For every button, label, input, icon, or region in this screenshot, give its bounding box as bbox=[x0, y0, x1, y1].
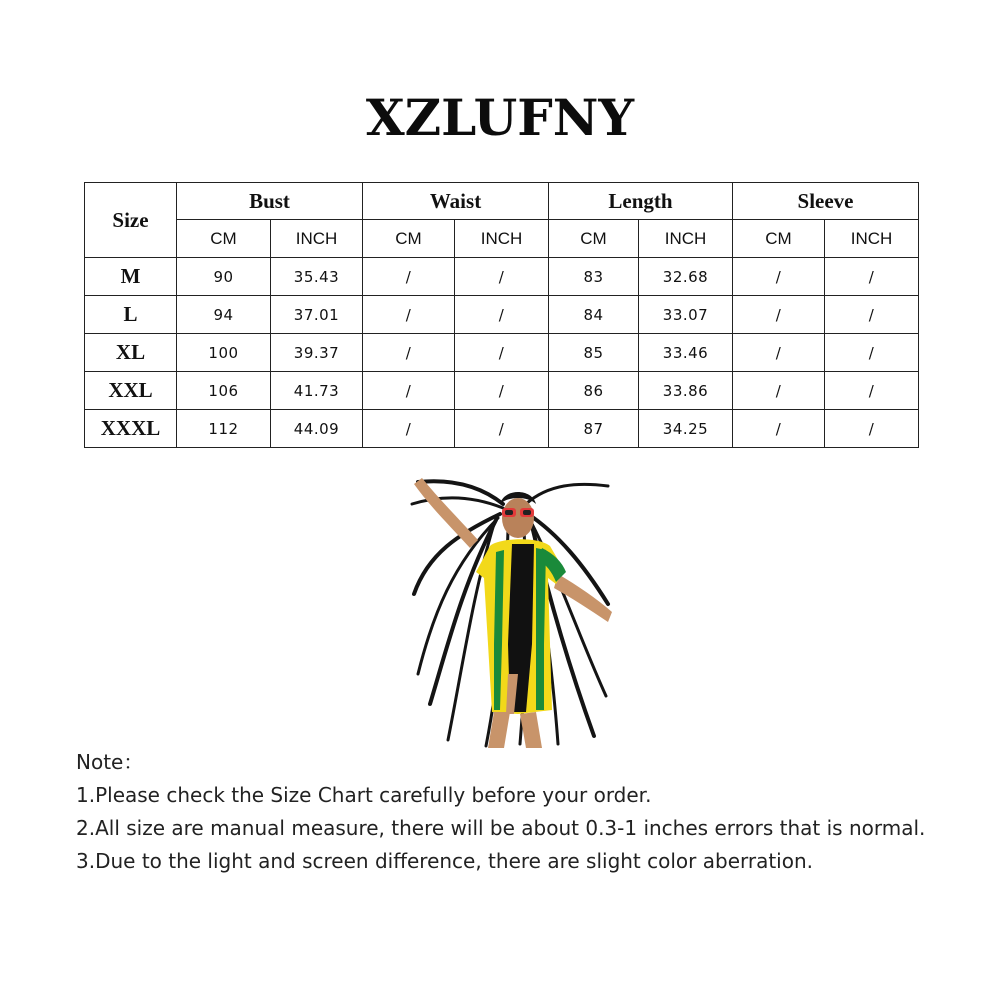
table-cell: / bbox=[825, 372, 919, 410]
table-cell: / bbox=[363, 296, 455, 334]
unit-header: INCH bbox=[455, 220, 549, 258]
group-header-waist: Waist bbox=[363, 183, 549, 220]
table-cell: 32.68 bbox=[639, 258, 733, 296]
table-cell: / bbox=[363, 334, 455, 372]
table-cell: 100 bbox=[177, 334, 271, 372]
unit-header: CM bbox=[733, 220, 825, 258]
table-cell: 85 bbox=[549, 334, 639, 372]
table-cell: / bbox=[733, 372, 825, 410]
size-label: M bbox=[85, 258, 177, 296]
table-cell: / bbox=[825, 410, 919, 448]
unit-header: INCH bbox=[271, 220, 363, 258]
group-header-length: Length bbox=[549, 183, 733, 220]
table-cell: 84 bbox=[549, 296, 639, 334]
table-cell: / bbox=[733, 296, 825, 334]
table-cell: / bbox=[363, 258, 455, 296]
table-cell: / bbox=[455, 296, 549, 334]
note-line-2: 2.All size are manual measure, there will be about 0.3-1 inches errors that is normal. bbox=[76, 816, 926, 840]
size-chart-table bbox=[84, 182, 919, 448]
group-header-bust: Bust bbox=[177, 183, 363, 220]
note-title: Note： bbox=[76, 750, 144, 774]
group-header-sleeve: Sleeve bbox=[733, 183, 919, 220]
table-row bbox=[85, 258, 919, 296]
table-cell: 112 bbox=[177, 410, 271, 448]
note-line-3: 3.Due to the light and screen difference, there are slight color aberration. bbox=[76, 849, 814, 873]
table-cell: / bbox=[455, 410, 549, 448]
table-cell: 33.07 bbox=[639, 296, 733, 334]
table-cell: 41.73 bbox=[271, 372, 363, 410]
table-cell: / bbox=[825, 296, 919, 334]
table-row bbox=[85, 334, 919, 372]
table-cell: / bbox=[733, 258, 825, 296]
unit-header: CM bbox=[549, 220, 639, 258]
product-model-photo bbox=[408, 474, 613, 748]
table-cell: 33.86 bbox=[639, 372, 733, 410]
table-cell: 87 bbox=[549, 410, 639, 448]
size-label: XXXL bbox=[85, 410, 177, 448]
table-row bbox=[85, 296, 919, 334]
table-cell: / bbox=[363, 372, 455, 410]
table-cell: 34.25 bbox=[639, 410, 733, 448]
notes-section bbox=[76, 746, 936, 878]
table-cell: 106 bbox=[177, 372, 271, 410]
table-cell: 44.09 bbox=[271, 410, 363, 448]
table-cell: 33.46 bbox=[639, 334, 733, 372]
table-row bbox=[85, 410, 919, 448]
table-cell: / bbox=[455, 258, 549, 296]
brand-title: XZLUFNY bbox=[365, 88, 635, 147]
unit-header: INCH bbox=[825, 220, 919, 258]
unit-header: INCH bbox=[639, 220, 733, 258]
table-cell: / bbox=[455, 334, 549, 372]
size-label: XL bbox=[85, 334, 177, 372]
table-cell: / bbox=[825, 258, 919, 296]
unit-header: CM bbox=[363, 220, 455, 258]
table-cell: 37.01 bbox=[271, 296, 363, 334]
size-label: L bbox=[85, 296, 177, 334]
table-cell: / bbox=[733, 334, 825, 372]
table-cell: / bbox=[825, 334, 919, 372]
table-cell: / bbox=[455, 372, 549, 410]
size-column-header: Size bbox=[85, 183, 177, 258]
unit-header: CM bbox=[177, 220, 271, 258]
note-line-1: 1.Please check the Size Chart carefully before your order. bbox=[76, 783, 652, 807]
table-cell: 83 bbox=[549, 258, 639, 296]
table-cell: 90 bbox=[177, 258, 271, 296]
table-cell: 86 bbox=[549, 372, 639, 410]
table-cell: 39.37 bbox=[271, 334, 363, 372]
table-row bbox=[85, 372, 919, 410]
table-cell: / bbox=[363, 410, 455, 448]
table-cell: / bbox=[733, 410, 825, 448]
table-cell: 94 bbox=[177, 296, 271, 334]
table-cell: 35.43 bbox=[271, 258, 363, 296]
size-label: XXL bbox=[85, 372, 177, 410]
